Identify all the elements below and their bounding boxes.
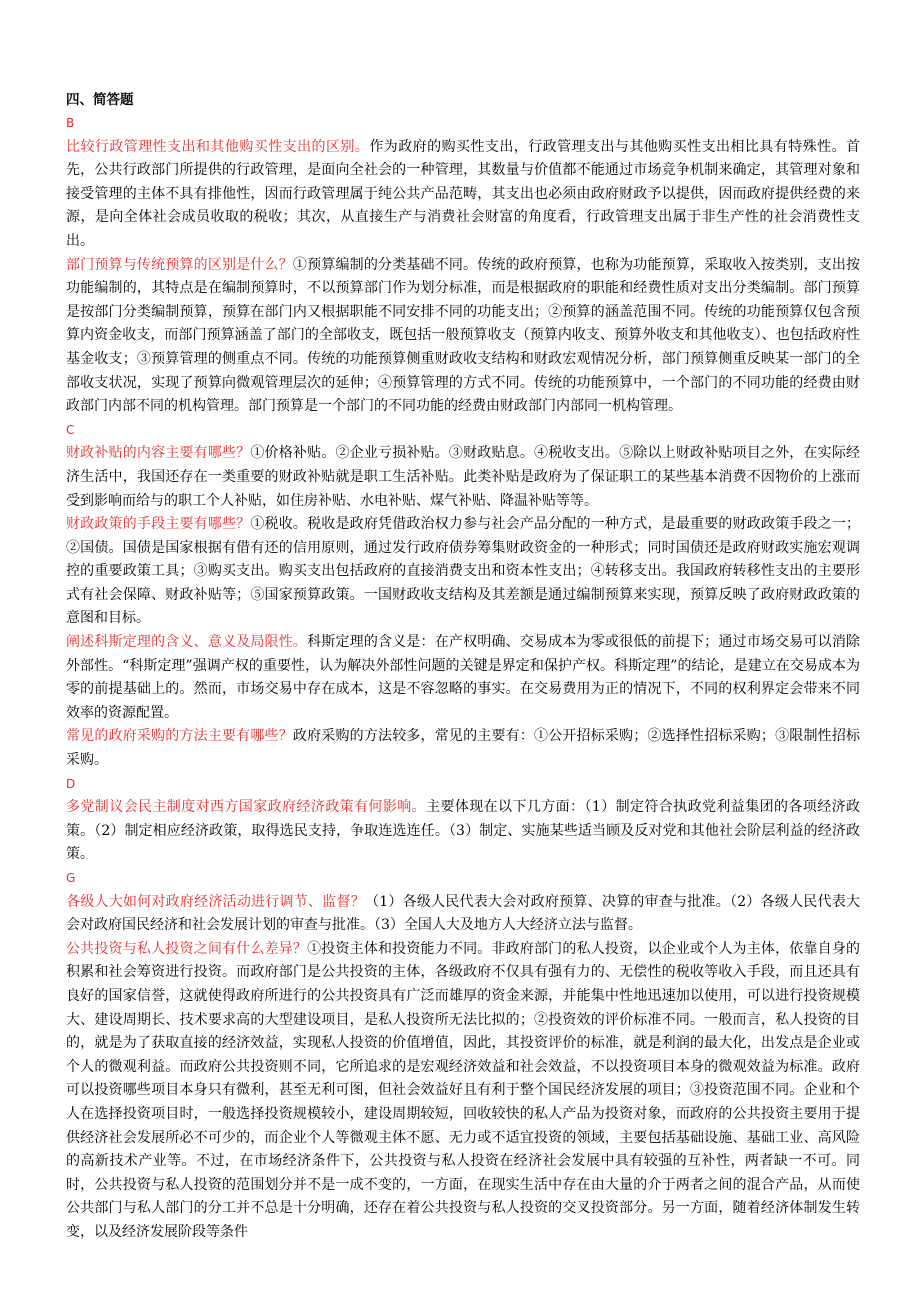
group-letter-b: B: [66, 116, 75, 130]
group-letter-c: C: [66, 422, 75, 437]
answer-text: ①投资主体和投资能力不同。非政府部门的私人投资，以企业或个人为主体，依靠自身的积累和社会筹资进行投资。而政府部门是公共投资的主体，各级政府不仅具有强有力的、无偿性的税收等收入手段，而且还具有良好的国家信誉，这就使得政府所进行的公共投资具有广泛而雄厚的资金来源，并能集中性地迅速加以使用，可以进行投资规模大、建设周期长、技术要求高的大型建设项目，是私人投资所无法比拟的；②投资效的评价标准不同。一般而言，私人投资的目的，就是为了获取直接的经济效益，实现私人投资的价值增值，因此，其投资评价的标准，就是利润的最大化，出发点是企业或个人的微观利益。而政府公共投资则不同，它所追求的是宏观经济效益和社会效益，不以投资项目本身的微观效益为标准。政府可以投资哪些项目本身只有微利，甚至无利可图，但社会效益好且有利于整个国民经济发展的项目；③投资范围不同。企业和个人在选择投资项目时，一般选择投资规模较小，建设周期较短，回收较快的私人产品为投资对象，而政府的公共投资主要用于提供经济社会发展所必不可少的，而企业个人等微观主体不愿、无力或不适宜投资的领域，主要包括基础设施、基础工业、高风险的高新技术产业等。不过，在市场经济条件下，公共投资与私人投资在经济社会发展中具有较强的互补性，两者缺一不可。同时，公共投资与私人投资的范围划分并不是一成不变的，一方面，在现实生活中存在由大量的介于两者之间的混合产品，从而使公共部门与私人部门的分工并不总是十分明确，还存在着公共投资与私人投资的交叉投资部分。另一方面，随着经济体制发生转变，以及经济发展阶段等条件: [66, 940, 861, 1240]
answer-text: ①价格补贴。②企业亏损补贴。③财政贴息。④税收支出。⑤除以上财政补贴项目之外，在实际经济生活中，我国还存在一类重要的财政补贴就是职工生活补贴。此类补贴是政府为了保证职工的某些基本消费不因物价的上涨而受到影响而给与的职工个人补贴，如住房补贴、水电补贴、煤气补贴、降温补贴等等。: [66, 445, 861, 509]
answer-text: 政府采购的方法较多，常见的主要有：①公开招标采购；②选择性招标采购；③限制性招标采购。: [66, 728, 861, 769]
qa-item: [66, 254, 860, 419]
question-text: 阐述科斯定理的含义、意义及局限性。: [66, 634, 308, 651]
qa-item: [66, 725, 860, 772]
qa-item: [66, 938, 860, 1245]
answer-text: 作为政府的购买性支出，行政管理支出与其他购买性支出相比具有特殊性。首先，公共行政部门所提供的行政管理，是面向全社会的一种管理，其数量与价值都不能通过市场竞争机制来确定，其管理对象和接受管理的主体不具有排他性，因而行政管理属于纯公共产品范畴，其支出也必须由政府财政予以提供，因而政府提供经费的来源，是向全体社会成员收取的税收；其次，从直接生产与消费社会财富的角度看，行政管理支出属于非生产性的社会消费性支出。: [66, 138, 861, 249]
answer-text: ①税收。税收是政府凭借政治权力参与社会产品分配的一种方式，是最重要的财政政策手段之一；②国债。国债是国家根据有借有还的信用原则，通过发行政府债券筹集财政资金的一种形式；同时国债还是政府财政实施宏观调控的重要政策工具；③购买支出。购买支出包括政府的直接消费支出和资本性支出；④转移支出。我国政府转移性支出的主要形式有社会保障、财政补贴等；⑤国家预算政策。一国财政收支结构及其差额是通过编制预算来实现，预算反映了政府财政政策的意图和目标。: [66, 516, 861, 627]
qa-item: [66, 631, 860, 725]
answer-text: 主要体现在以下几方面：（1）制定符合执政党利益集团的各项经济政策。（2）制定相应经济政策，取得选民支持，争取连选连任。（3）制定、实施某些适当顾及反对党和其他社会阶层利益的经济政策。: [66, 799, 861, 863]
answer-text: ①预算编制的分类基础不同。传统的政府预算，也称为功能预算，采取收入按类别，支出按功能编制的，其特点是在编制预算时，不以预算部门作为划分标准，而是根据政府的职能和经费性质对支出分类编制。部门预算是按部门分类编制预算，预算在部门内又根据职能不同安排不同的功能支出；②预算的涵盖范围不同。传统的功能预算仅包含预算内资金收支，而部门预算涵盖了部门的全部收支，既包括一般预算收支（预算内收支、预算外收支和其他收支）、也包括政府性基金收支；③预算管理的侧重点不同。传统的功能预算侧重财政收支结构和财政宏观情况分析，部门预算侧重反映某一部门的全部收支状况，实现了预算向微观管理层次的延伸；④预算管理的方式不同。传统的功能预算中，一个部门的不同功能的经费由财政部门内部不同的机构管理。部门预算是一个部门的不同功能的经费由财政部门内部同一机构管理。: [66, 256, 861, 415]
group-letter-d: D: [66, 776, 76, 791]
question-text: 各级人大如何对政府经济活动进行调节、监督？: [66, 893, 365, 910]
answer-text: （1）各级人民代表大会对政府预算、决算的审查与批准。（2）各级人民代表大会对政府国民经济和社会发展计划的审查与批准。（3）全国人大及地方人大经济立法与监督。: [66, 893, 861, 934]
qa-item: [66, 136, 860, 254]
question-text: 比较行政管理性支出和其他购买性支出的区别。: [66, 138, 370, 155]
question-text: 财政政策的手段主要有哪些？: [66, 516, 251, 533]
question-text: 常见的政府采购的方法主要有哪些？: [66, 728, 293, 745]
qa-item: [66, 796, 860, 867]
document-page: [66, 88, 860, 1245]
qa-item: [66, 513, 860, 631]
qa-item: [66, 891, 860, 938]
question-text: 财政补贴的内容主要有哪些？: [66, 445, 251, 462]
qa-item: [66, 442, 860, 513]
answer-text: 科斯定理的含义是：在产权明确、交易成本为零或很低的前提下；通过市场交易可以消除外部性。“科斯定理”强调产权的重要性，认为解决外部性问题的关键是界定和保护产权。科斯定理”的结论，是建立在交易成本为零的前提基础上的。然而，市场交易中存在成本，这是不容忽略的事实。在交易费用为正的情况下，不同的权利界定会带来不同效率的资源配置。: [66, 634, 861, 721]
group-letter-g: G: [66, 871, 76, 885]
question-text: 部门预算与传统预算的区别是什么？: [66, 256, 293, 273]
question-text: 多党制议会民主制度对西方国家政府经济政策有何影响。: [66, 799, 427, 816]
question-text: 公共投资与私人投资之间有什么差异？: [66, 940, 308, 957]
section-title: 四、简答题: [66, 92, 134, 108]
